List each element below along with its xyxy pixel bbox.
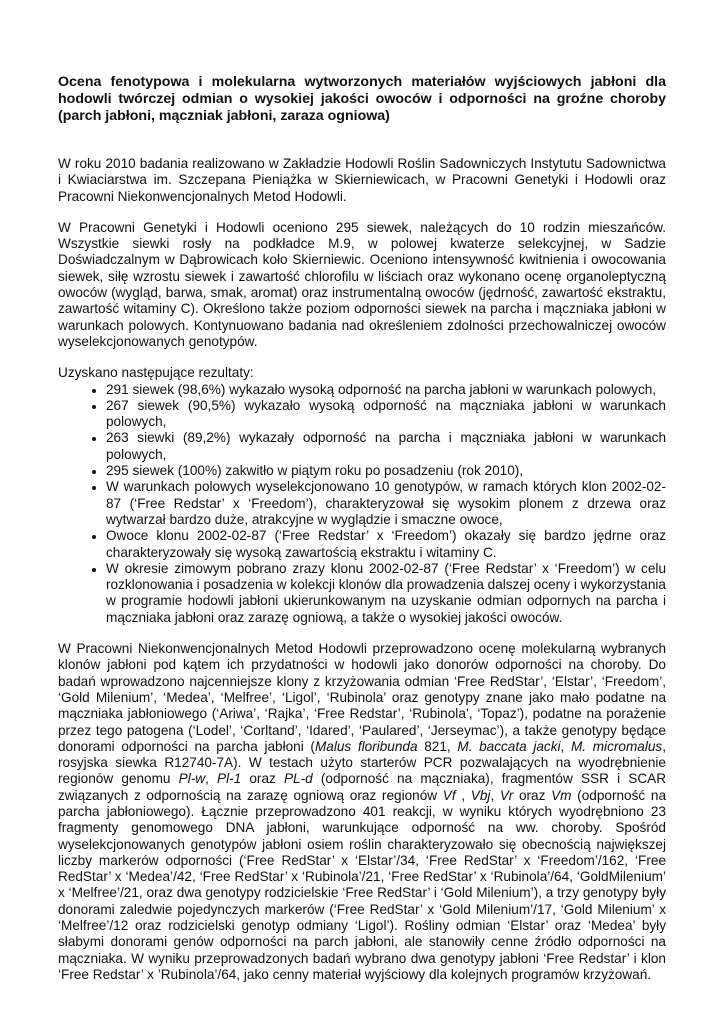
text-run: , — [490, 787, 500, 803]
italic-term: Pl-w — [178, 771, 206, 787]
text-run: , — [560, 738, 571, 754]
italic-term: Vm — [551, 787, 572, 803]
paragraph-genetics-lab: W Pracowni Genetyki i Hodowli oceniono 295 siewek, należących do 10 rodzin mieszańców. Wszystkie siewki rosły na podkładce M.9, w polowej kwaterze selekcyjnej, w Sadzie Doświadczalnym w Dąbrowicach koło Skierniewic. Oceniono intensywność kwitnienia i owocowania siewek, siłę wzrostu siewek i zawartość chlorofilu w liściach oraz wykonano ocenę organoleptyczną owoców (wygląd, barwa, smak, aromat) oraz instrumentalną owoców (jędrność, zawartość ekstraktu, zawartość witaminy C). Określono także poziom odporności siewek na parcha i mączniaka jabłoni w warunkach polowych. Kontynuowano badania nad określeniem zdolności przechowalniczej owoców wyselekcjonowanych genotypów. — [58, 219, 666, 349]
text-run: (odporność na mączniaka), fragmentów SSR i SCAR związanych z odpornością na zarazę ogniową oraz regionów — [58, 771, 667, 803]
document-title: Ocena fenotypowa i molekularna wytworzonych materiałów wyjściowych jabłoni dla hodowli twórczej odmian o wysokiej jakości owoców i odporności na groźne choroby (parch jabłoni, mączniak jabłoni, zaraza ogniowa) — [58, 74, 666, 124]
text-run: , — [205, 771, 218, 787]
list-item: • 263 siewki (89,2%) wykazały odporność na parcha i mączniaka jabłoni w warunkach polowych, — [106, 430, 666, 463]
text-run: W Pracowni Niekonwencjonalnych Metod Hodowli przeprowadzono ocenę molekularną wybranych klonów jabłoni pod kątem ich przydatności w hodowli jako donorów odporności na choroby. Do badań wprowadzono najcenniejsze klony z krzyżowania odmian ‘Free RedStar’, ‘Elstar’, ‘Freedom’, ‘Gold Milenium’, ‘Medea’, ‘Melfree’, ‘Ligol’, ‘Rubinola’ oraz genotypy znane jako mało podatne na mączniaka jabłoniowego (‘Ariwa’, ‘Rajka’, ‘Free Redstar’, ‘Rubinola’, ‘Topaz’), podatne na porażenie przez tego patogena (‘Lodel’, ‘Corltand’, ‘Idared’, ‘Paulared’, ‘Jerseymac’), a także genotypy będące donorami odporności na parcha jabłoni ( — [58, 641, 666, 754]
results-intro: Uzyskano następujące rezultaty: — [58, 365, 254, 381]
italic-term: PL-d — [283, 771, 313, 787]
italic-term: Vf — [442, 787, 456, 803]
list-item: • W warunkach polowych wyselekcjonowano 10 genotypów, w ramach których klon 2002-02-87 (‘Free Redstar’ x ‘Freedom’), charakteryzował się wysokim plonem z drzewa oraz wytwarzał bardzo duże, atrakcyjne w wyglądzie i smaczne owoce, — [106, 479, 666, 528]
list-item: • Owoce klonu 2002-02-87 (‘Free Redstar’ x ‘Freedom’) okazały się bardzo jędrne oraz charakteryzowały się wysoką zawartością ekstraktu i witaminy C. — [106, 528, 666, 561]
text-run: , rosyjska siewka R12740-7A). W testach użyto starterów PCR pozwalających na wyodrębnienie regionów genomu — [58, 738, 667, 787]
document-page — [58, 74, 666, 998]
italic-term: Vbj — [470, 787, 491, 803]
italic-term: Malus floribunda — [314, 738, 418, 754]
text-run: , — [455, 787, 471, 803]
paragraph-molecular-lab — [58, 641, 666, 983]
italic-term: M. micromalus — [570, 738, 663, 754]
list-item: • 267 siewek (90,5%) wykazało wysoką odporność na mączniaka jabłoni w warunkach polowych, — [106, 398, 666, 431]
list-item: • 295 siewek (100%) zakwitło w piątym roku po posadzeniu (rok 2010), — [106, 463, 666, 479]
italic-term: Pl-1 — [217, 771, 242, 787]
paragraph-intro: W roku 2010 badania realizowano w Zakładzie Hodowli Roślin Sadowniczych Instytutu Sadownictwa i Kwiaciarstwa im. Szczepana Pieniążka w Skierniewicach, w Pracowni Genetyki i Hodowli oraz Pracowni Niekonwencjonalnych Metod Hodowli. — [58, 156, 666, 204]
list-item: • W okresie zimowym pobrano zrazy klonu 2002-02-87 (‘Free Redstar’ x ‘Freedom’) w celu rozklonowania i posadzenia w kolekcji klonów dla prowadzenia dalszej oceny i wykorzystania w programie hodowli jabłoni ukierunkowanym na uzyskanie odmian odpornych na parcha i mączniaka jabłoni oraz zarazę ogniową, a także o wysokiej jakości owoców. — [106, 561, 666, 626]
text-run: oraz — [241, 771, 284, 787]
text-run: (odporność na parcha jabłoniowego). Łącznie przeprowadzono 401 reakcji, w wyniku których wyodrębniono 23 fragmenty genomowego DNA jabłoni, warunkujące odporność na ww. choroby. Spośród wyselekcjonowanych genotypów jabłoni osiem roślin charakteryzowało się obecnością największej liczby markerów odporności (‘Free RedStar’ x ‘Elstar’/34, ‘Free RedStar’ x ‘Freedom’/162, ‘Free RedStar’ x ‘Medea’/42, ‘Free RedStar’ x ‘Rubinola’/21, ‘Free RedStar’ x ‘Rubinola’/64, ‘GoldMilenium’ x ‘Melfree’/21, oraz dwa genotypy rodzicielskie ‘Free RedStar’ i ‘Gold Milenium’), a trzy genotypy były donorami zaledwie pojedynczych markerów (‘Free RedStar’ x ‘Gold Milenium’/17, ‘Gold Milenium’ x ‘Melfree’/12 oraz rodzicielski genotyp odmiany ‘Ligol’). Rośliny odmian ‘Elstar’ oraz ‘Medea’ były słabymi donorami genów odporności na parch jabłoni, ale stanowiły cenne źródło odporności na mączniaka. W wyniku przeprowadzonych badań wybrano dwa genotypy jabłoni ‘Free Redstar’ i klon ‘Free Redstar’ x ’Rubinola’/64, jako cenny materiał wyjściowy dla kolejnych programów krzyżowań. — [58, 787, 667, 982]
text-run: 821, — [417, 738, 458, 754]
list-item: • 291 siewek (98,6%) wykazało wysoką odporność na parcha jabłoni w warunkach polowych, — [106, 382, 666, 398]
results-list — [58, 382, 666, 626]
italic-term: M. baccata jacki — [457, 738, 561, 754]
text-run: oraz — [513, 787, 552, 803]
italic-term: Vr — [499, 787, 514, 803]
